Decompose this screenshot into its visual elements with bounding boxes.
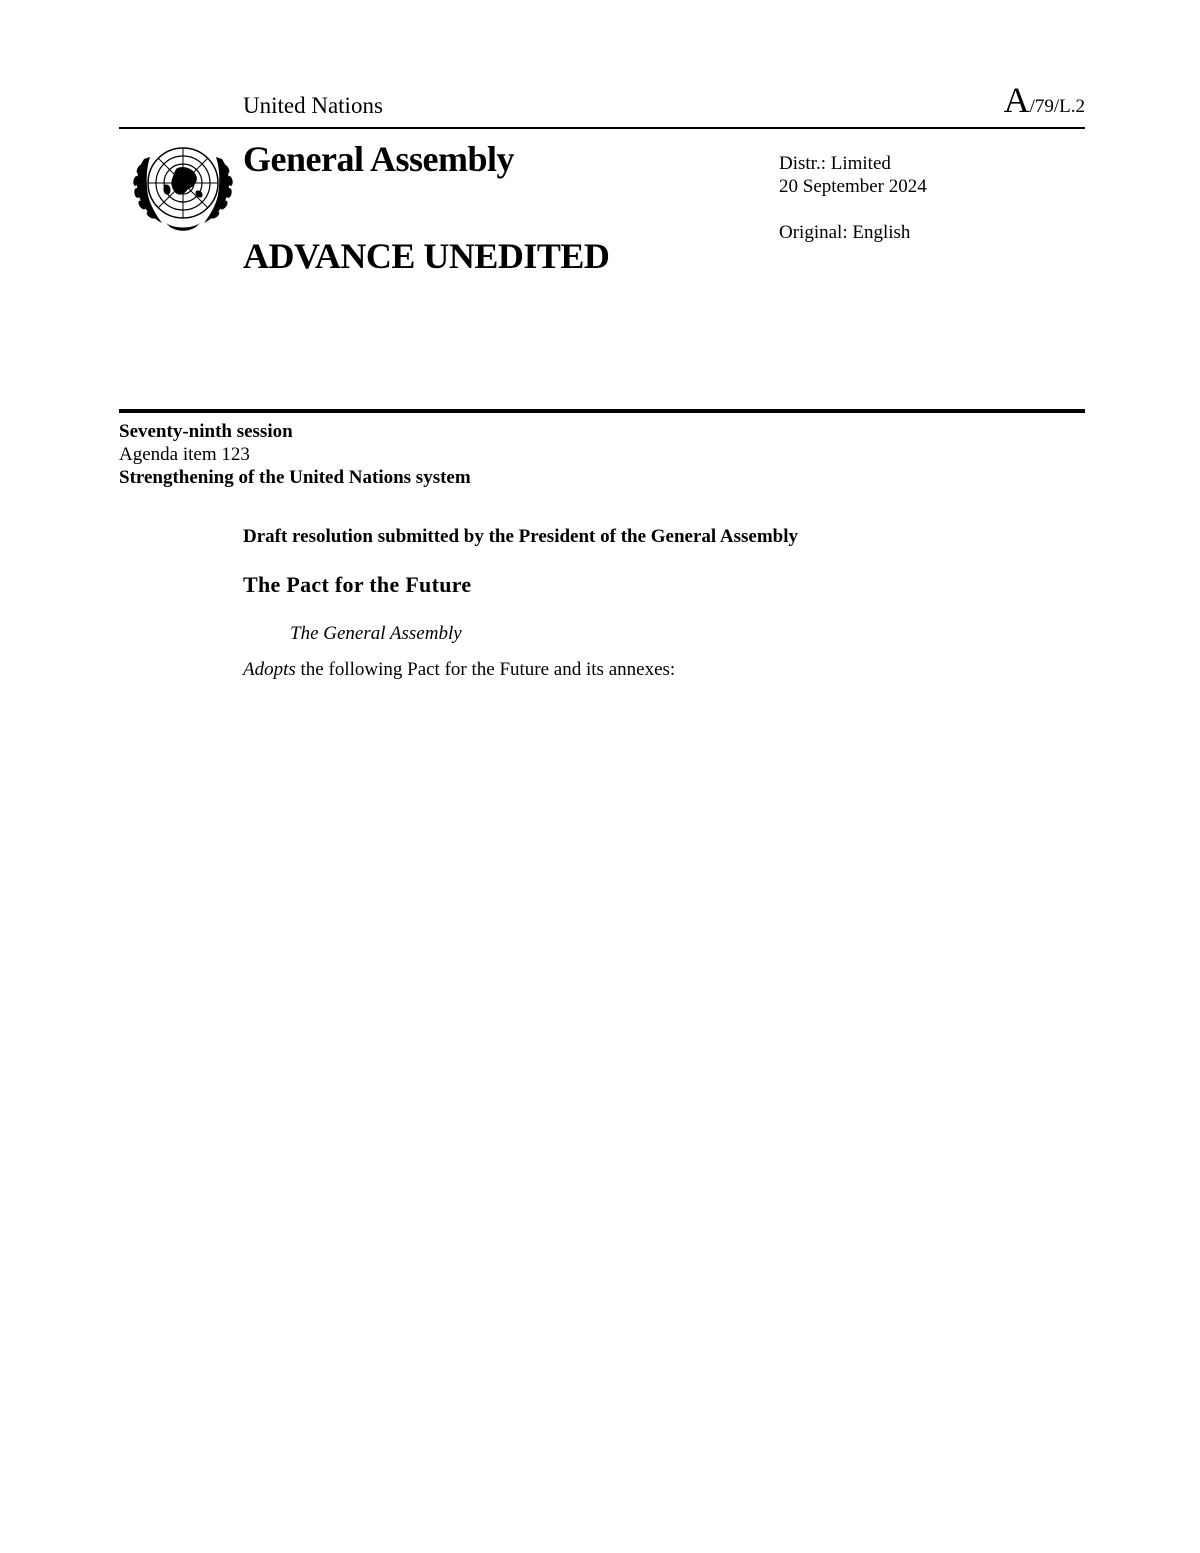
organization-name: United Nations bbox=[243, 93, 383, 118]
preamble-subject: The General Assembly bbox=[290, 623, 462, 644]
operative-text: the following Pact for the Future and its annexes: bbox=[295, 659, 676, 680]
agenda-item: Agenda item 123 bbox=[119, 444, 250, 465]
document-date: 20 September 2024 bbox=[779, 176, 927, 197]
masthead-rule bbox=[119, 409, 1085, 413]
un-emblem-icon bbox=[126, 139, 240, 233]
document-symbol-prefix: A bbox=[1003, 80, 1030, 120]
submission-line: Draft resolution submitted by the President of the General Assembly bbox=[243, 526, 799, 547]
original-language: Original: English bbox=[779, 222, 911, 243]
distribution-label: Distr.: Limited bbox=[779, 153, 891, 174]
header-rule bbox=[119, 127, 1085, 129]
resolution-title: The Pact for the Future bbox=[243, 572, 472, 597]
session-label: Seventy-ninth session bbox=[119, 421, 293, 442]
agenda-title: Strengthening of the United Nations system bbox=[119, 467, 471, 488]
organ-name: General Assembly bbox=[243, 139, 514, 179]
operative-paragraph bbox=[243, 658, 675, 681]
document-symbol-suffix: /79/L.2 bbox=[1029, 96, 1085, 117]
advance-unedited-label: ADVANCE UNEDITED bbox=[243, 236, 610, 276]
operative-verb: Adopts bbox=[243, 659, 296, 680]
document-symbol bbox=[1004, 80, 1085, 128]
